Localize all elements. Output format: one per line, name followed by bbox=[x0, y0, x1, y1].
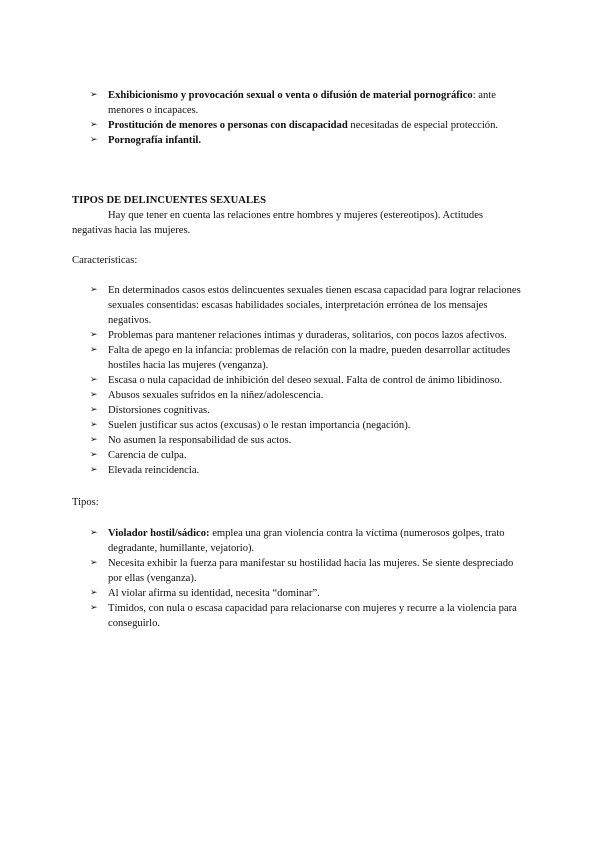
caracteristicas-list bbox=[90, 283, 530, 478]
item-text: Problemas para mantener relaciones íntimas y duraderas, solitarios, con pocos lazos afectivos. bbox=[108, 330, 507, 341]
item-text: Abusos sexuales sufridos en la niñez/adolescencia. bbox=[108, 390, 324, 401]
arrow-bullet-icon: ➢ bbox=[90, 435, 98, 445]
item-text: Suelen justificar sus actos (excusas) o le restan importancia (negación). bbox=[108, 420, 411, 431]
item-text: En determinados casos estos delincuentes sexuales tienen escasa capacidad para lograr relaciones sexuales consentidas: escasas habilidades sociales, interpretación errónea de los mensajes negativos. bbox=[108, 285, 521, 326]
item-bold: Pornografía infantil. bbox=[108, 135, 201, 146]
tipos-label: Tipos: bbox=[72, 497, 99, 508]
arrow-bullet-icon: ➢ bbox=[90, 558, 98, 568]
arrow-bullet-icon: ➢ bbox=[90, 588, 98, 598]
list-item bbox=[90, 586, 530, 601]
caracteristicas-label: Características: bbox=[72, 255, 138, 266]
list-item bbox=[90, 556, 530, 586]
list-item bbox=[90, 463, 530, 478]
arrow-bullet-icon: ➢ bbox=[90, 285, 98, 295]
arrow-bullet-icon: ➢ bbox=[90, 405, 98, 415]
arrow-bullet-icon: ➢ bbox=[90, 330, 98, 340]
item-text: Al violar afirma su identidad, necesita “dominar”. bbox=[108, 588, 320, 599]
arrow-bullet-icon: ➢ bbox=[90, 465, 98, 475]
item-text: Carencia de culpa. bbox=[108, 450, 187, 461]
item-text: No asumen la responsabilidad de sus actos. bbox=[108, 435, 292, 446]
item-bold: Prostitución de menores o personas con discapacidad bbox=[108, 120, 348, 131]
list-item bbox=[90, 343, 530, 373]
arrow-bullet-icon: ➢ bbox=[90, 345, 98, 355]
list-item bbox=[90, 328, 530, 343]
section-title: TIPOS DE DELINCUENTES SEXUALES bbox=[72, 195, 266, 206]
item-text: Distorsiones cognitivas. bbox=[108, 405, 210, 416]
item-text: Elevada reincidencia. bbox=[108, 465, 200, 476]
item-text: : ante menores o incapaces. bbox=[108, 90, 496, 116]
item-text: Tímidos, con nula o escasa capacidad para relacionarse con mujeres y recurre a la violencia para conseguirlo. bbox=[108, 603, 517, 629]
list-item bbox=[90, 88, 530, 118]
list-item bbox=[90, 118, 530, 133]
list-item bbox=[90, 526, 530, 556]
list-item bbox=[90, 448, 530, 463]
list-item bbox=[90, 601, 530, 631]
tipos-list bbox=[90, 526, 530, 631]
arrow-bullet-icon: ➢ bbox=[90, 375, 98, 385]
arrow-bullet-icon: ➢ bbox=[90, 90, 98, 100]
item-bold: Violador hostil/sádico: bbox=[108, 528, 210, 539]
item-text: Falta de apego en la infancia: problemas de relación con la madre, pueden desarrollar actitudes hostiles hacia las mujeres (venganza). bbox=[108, 345, 511, 371]
list-item bbox=[90, 373, 530, 388]
list-item bbox=[90, 403, 530, 418]
list-item bbox=[90, 418, 530, 433]
section-intro: Hay que tener en cuenta las relaciones entre hombres y mujeres (estereotipos). Actitudes negativas hacia las mujeres. bbox=[72, 210, 484, 236]
item-text: emplea una gran violencia contra la víctima (numerosos golpes, trato degradante, humillante, vejatorio). bbox=[108, 528, 505, 554]
arrow-bullet-icon: ➢ bbox=[90, 390, 98, 400]
item-text: Necesita exhibir la fuerza para manifestar su hostilidad hacia las mujeres. Se siente despreciado por ellas (venganza). bbox=[108, 558, 514, 584]
arrow-bullet-icon: ➢ bbox=[90, 528, 98, 538]
arrow-bullet-icon: ➢ bbox=[90, 603, 98, 613]
list-item bbox=[90, 283, 530, 328]
list-item bbox=[90, 133, 530, 148]
top-list bbox=[90, 88, 530, 148]
item-text: necesitadas de especial protección. bbox=[347, 120, 499, 131]
item-bold: Exhibicionismo y provocación sexual o venta o difusión de material pornográfico bbox=[108, 90, 473, 101]
arrow-bullet-icon: ➢ bbox=[90, 450, 98, 460]
arrow-bullet-icon: ➢ bbox=[90, 135, 98, 145]
arrow-bullet-icon: ➢ bbox=[90, 420, 98, 430]
item-text: Escasa o nula capacidad de inhibición del deseo sexual. Falta de control de ánimo libidinoso. bbox=[108, 375, 503, 386]
list-item bbox=[90, 388, 530, 403]
arrow-bullet-icon: ➢ bbox=[90, 120, 98, 130]
list-item bbox=[90, 433, 530, 448]
